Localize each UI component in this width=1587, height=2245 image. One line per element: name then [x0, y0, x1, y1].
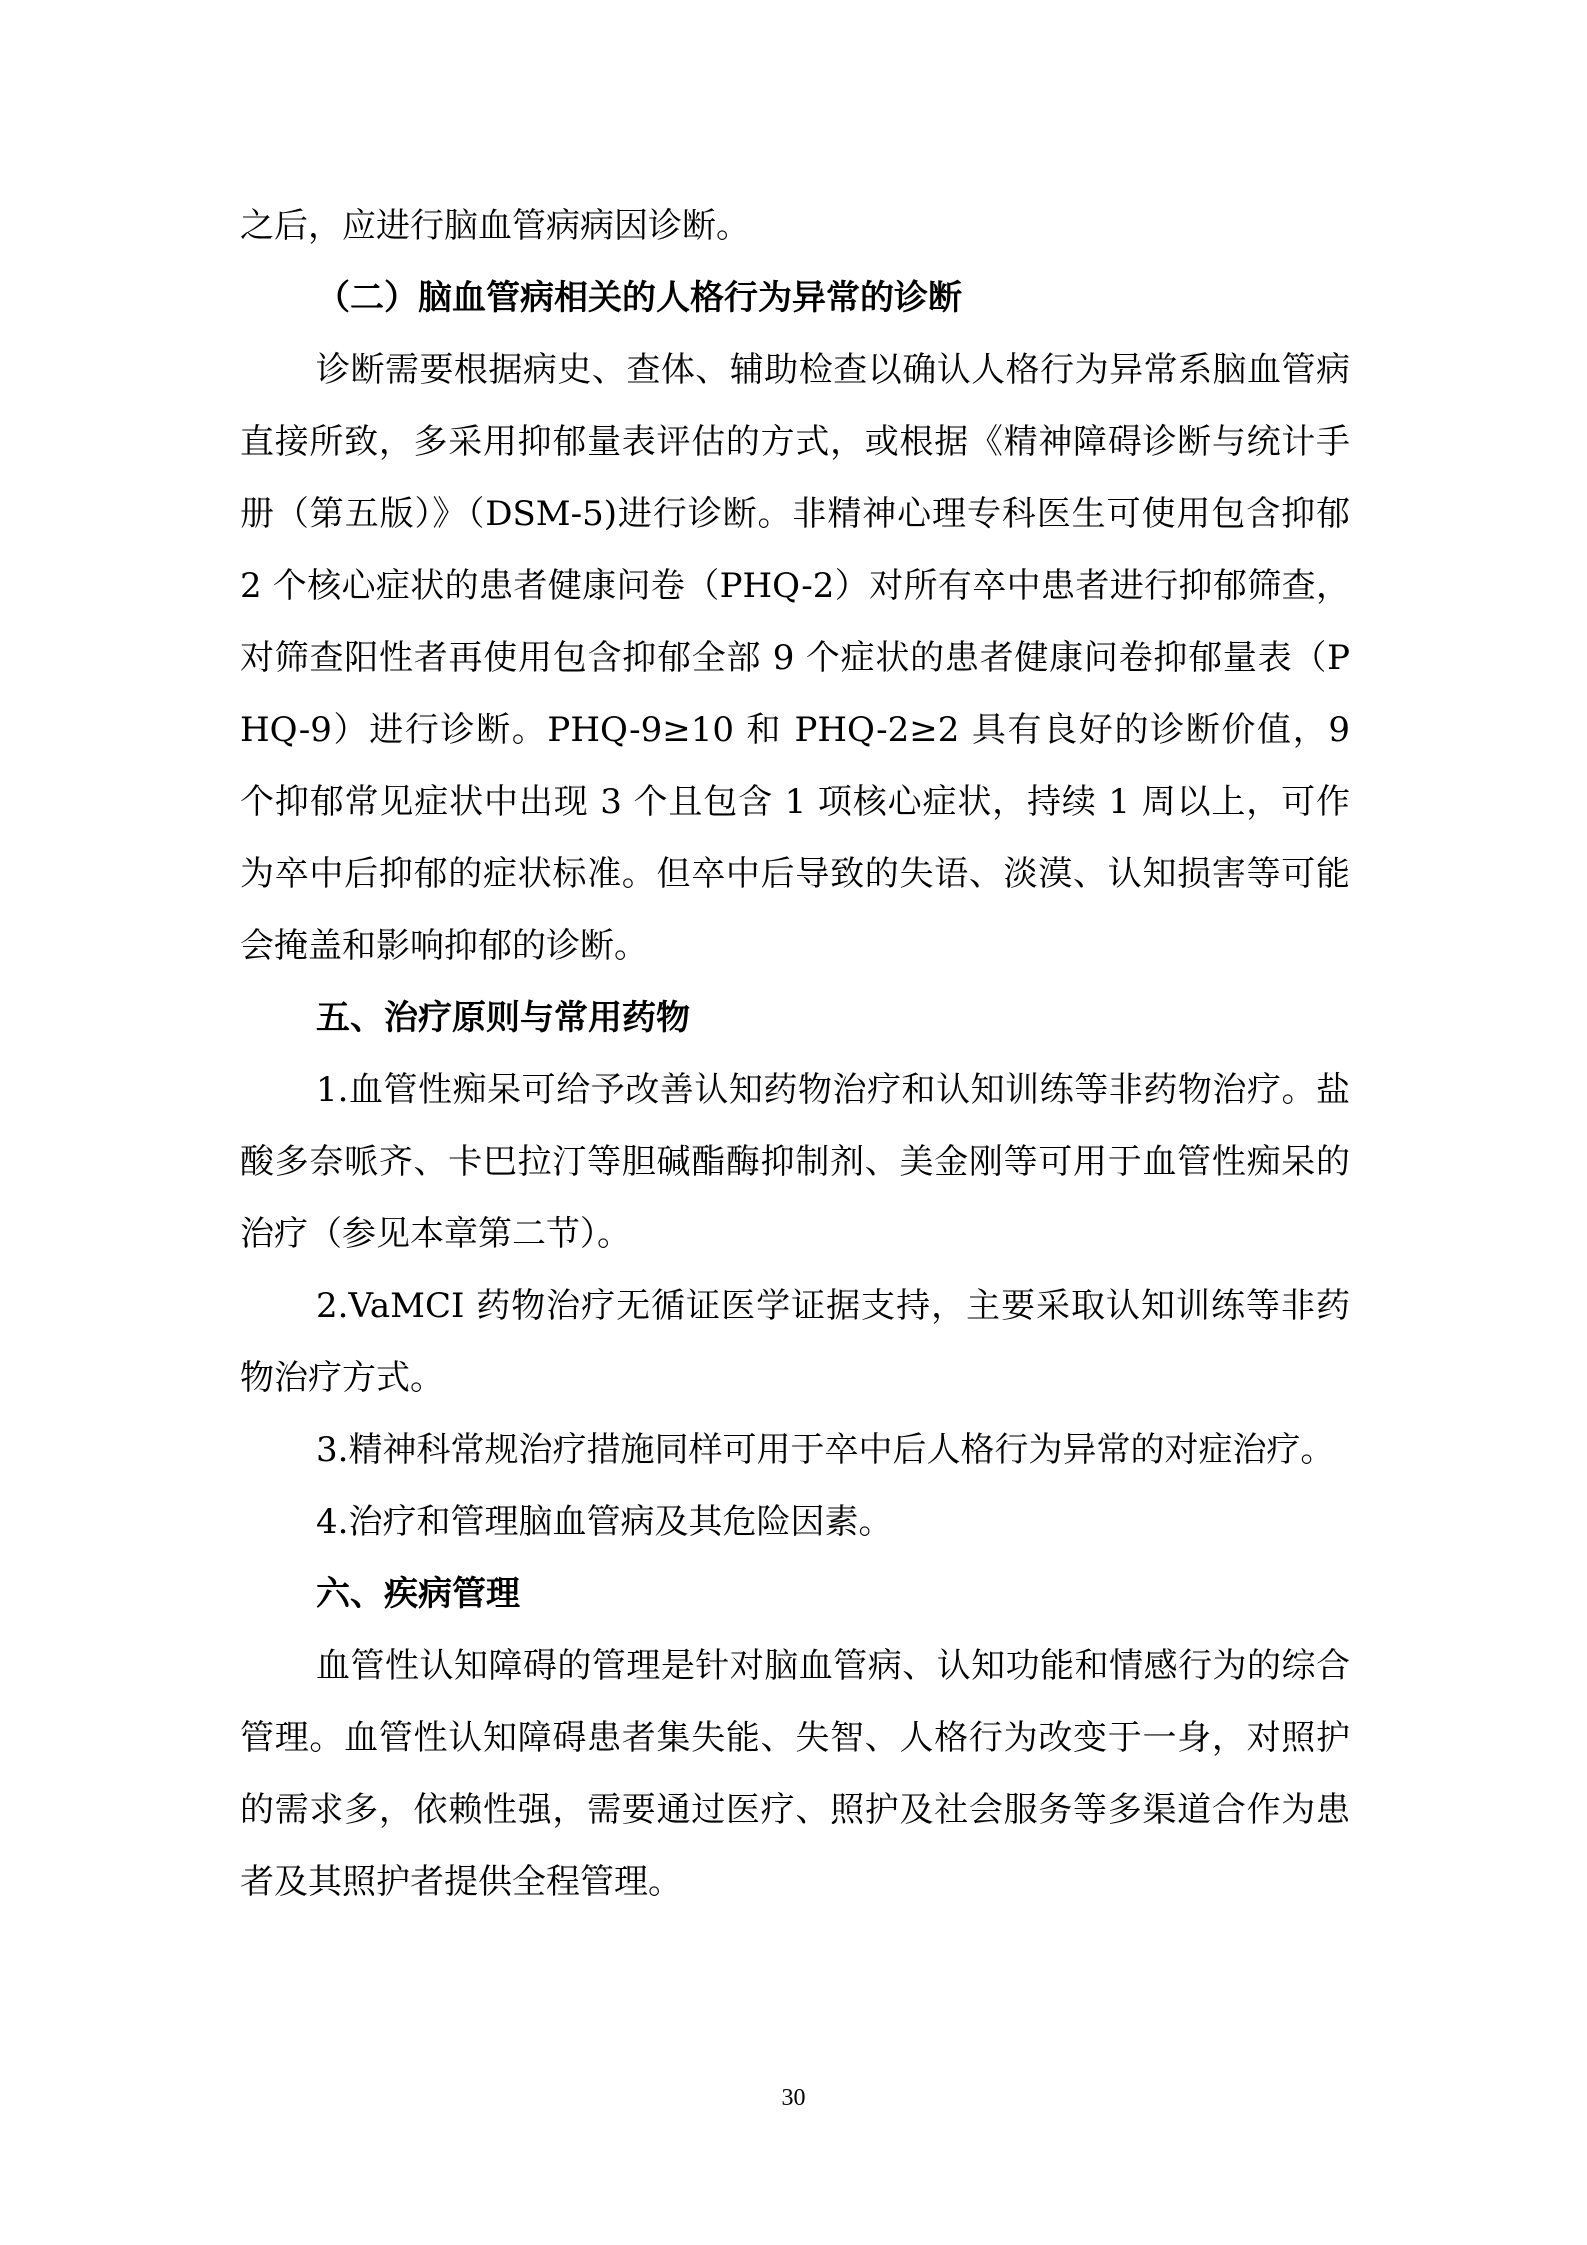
- paragraph-management: 血管性认知障碍的管理是针对脑血管病、认知功能和情感行为的综合管理。血管性认知障碍患者集失能、失智、人格行为改变于一身，对照护的需求多，依赖性强，需要通过医疗、照护及社会服务等多渠道合作为患者及其照护者提供全程管理。: [240, 1646, 1350, 1902]
- paragraph-treatment-1: 1.血管性痴呆可给予改善认知药物治疗和认知训练等非药物治疗。盐酸多奈哌齐、卡巴拉汀等胆碱酯酶抑制剂、美金刚等可用于血管性痴呆的治疗（参见本章第二节）。: [240, 1070, 1350, 1254]
- paragraph-treatment-3: 3.精神科常规治疗措施同样可用于卒中后人格行为异常的对症治疗。: [316, 1430, 1335, 1470]
- page-number: 30: [781, 2085, 806, 2111]
- heading-treatment: 五、治疗原则与常用药物: [316, 998, 690, 1038]
- paragraph-continued: 之后，应进行脑血管病病因诊断。: [240, 206, 750, 246]
- paragraph-treatment-4: 4.治疗和管理脑血管病及其危险因素。: [316, 1502, 893, 1542]
- subheading-personality-diagnosis: （二）脑血管病相关的人格行为异常的诊断: [316, 278, 962, 318]
- paragraph-diagnosis: 诊断需要根据病史、查体、辅助检查以确认人格行为异常系脑血管病直接所致，多采用抑郁量表评估的方式，或根据《精神障碍诊断与统计手册（第五版）》（DSM-5)进行诊断。非精神心理专科医生可使用包含抑郁 2 个核心症状的患者健康问卷（PHQ-2）对所有卒中患者进行抑郁筛查，对筛查阳性者再使用包含抑郁全部 9 个症状的患者健康问卷抑郁量表（PHQ-9）进行诊断。PHQ-9≥10 和 PHQ-2≥2 具有良好的诊断价值，9 个抑郁常见症状中出现 3 个且包含 1 项核心症状，持续 1 周以上，可作为卒中后抑郁的症状标准。但卒中后导致的失语、淡漠、认知损害等可能会掩盖和影响抑郁的诊断。: [240, 350, 1350, 966]
- document-body: [240, 190, 1350, 1918]
- heading-management: 六、疾病管理: [316, 1574, 520, 1614]
- paragraph-treatment-2: 2.VaMCI 药物治疗无循证医学证据支持，主要采取认知训练等非药物治疗方式。: [240, 1286, 1350, 1398]
